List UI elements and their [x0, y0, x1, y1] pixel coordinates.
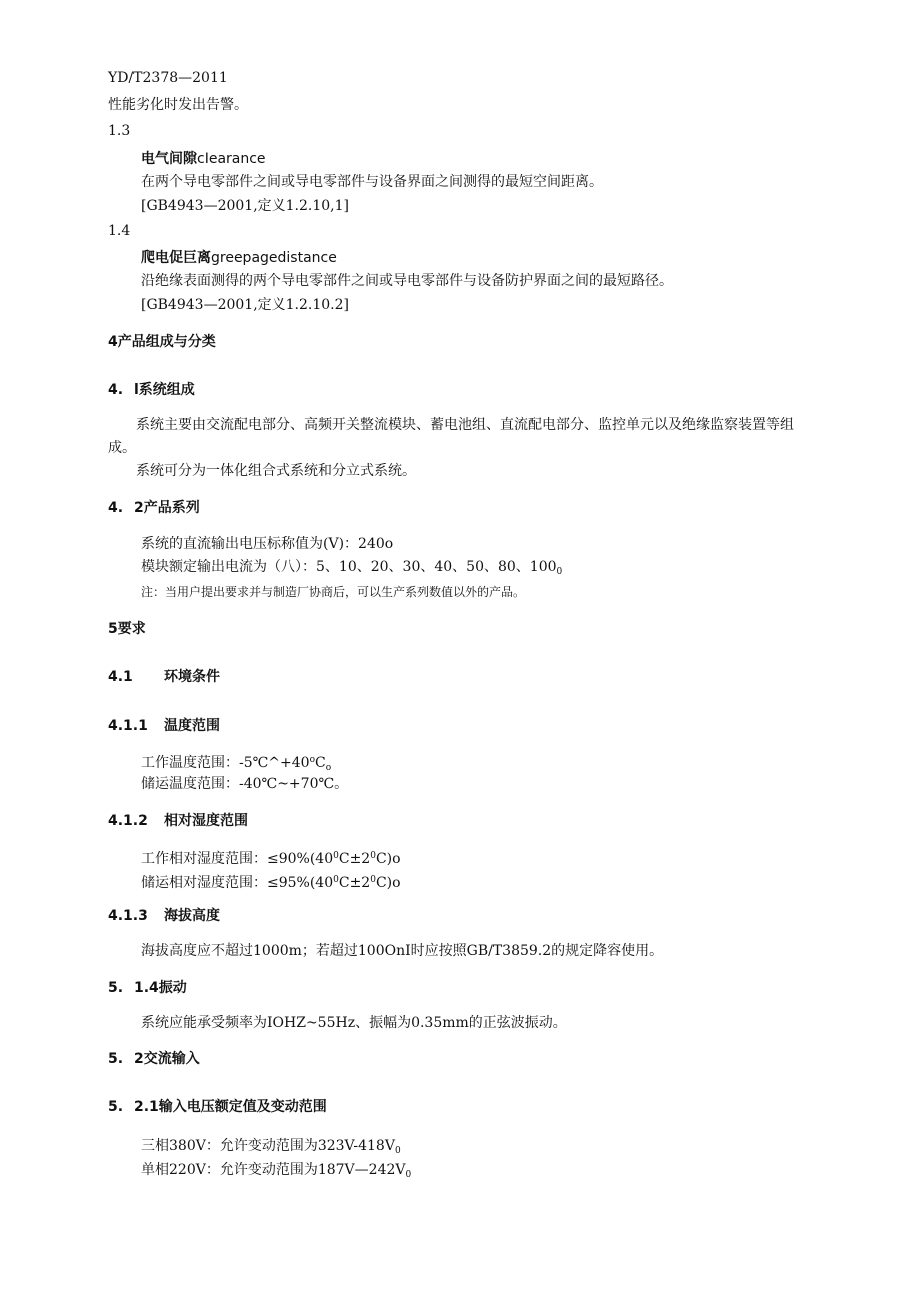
text: 工作相对湿度范围：≤90%(40 [141, 851, 334, 867]
section-heading-altitude [108, 907, 220, 925]
subscript: 0 [394, 1146, 401, 1156]
text: 三相380V：允许变动范围为323V-418V [141, 1138, 395, 1154]
paragraph-system-types: 系统可分为一体化组合式系统和分立式系统。 [136, 463, 416, 479]
subscript: 0 [405, 1170, 412, 1180]
term-clearance [141, 150, 266, 168]
text: C±2 [338, 875, 371, 891]
heading-number: 4.1 [108, 669, 133, 685]
current-values: 模块额定输出电流为（八）：5、10、20、30、40、50、80、100 [141, 559, 557, 575]
paragraph-composition-line1: 系统主要由交流配电部分、高频开关整流模块、蓄电池组、直流配电部分、监控单元以及绝缘监察装置等组 [136, 417, 794, 433]
section-heading-4-1 [108, 381, 195, 399]
section-heading-ac-input [108, 1050, 200, 1068]
subscript: 0 [556, 567, 563, 577]
subscript: o [325, 763, 332, 773]
heading-title: 2交流输入 [134, 1051, 200, 1067]
text: 储运相对湿度范围：≤95%(40 [141, 875, 334, 891]
text: C±2 [338, 851, 371, 867]
section-heading-vibration [108, 979, 187, 997]
paragraph-altitude: 海拔高度应不超过1000m；若超过100OnI时应按照GB/T3859.2的规定降容使用。 [141, 943, 664, 959]
term-cn: 电气间隙 [141, 151, 197, 167]
heading-title: 相对湿度范围 [164, 813, 248, 829]
paragraph-three-phase [141, 1137, 401, 1160]
term-creepage [141, 249, 337, 267]
text: 单相220V：允许变动范围为187V—242V [141, 1162, 406, 1178]
term-cn: 爬电促巨离 [141, 250, 211, 266]
heading-number: 5. [108, 1051, 124, 1067]
paragraph-storage-temperature: 储运温度范围：-40℃~+70℃。 [141, 776, 349, 792]
superscript: 0 [333, 851, 339, 861]
heading-title: 温度范围 [164, 718, 220, 734]
note-series: 注：当用户提出要求并与制造厂协商后，可以生产系列数值以外的产品。 [141, 585, 526, 599]
paragraph-single-phase [141, 1161, 411, 1184]
text: C)o [375, 875, 401, 891]
clause-number-1-4: 1.4 [108, 223, 131, 239]
section-heading-environment [108, 668, 220, 686]
heading-number: 4. [108, 500, 124, 516]
heading-title: 2.1输入电压额定值及变动范围 [134, 1099, 327, 1115]
heading-title: 2产品系列 [134, 500, 200, 516]
section-heading-4-2 [108, 499, 200, 517]
paragraph-operating-temperature [141, 751, 331, 777]
paragraph-dc-voltage: 系统的直流输出电压标称值为(V)：240o [141, 536, 394, 552]
superscript: 0 [370, 875, 376, 885]
heading-title: 海拔高度 [164, 908, 220, 924]
reference-creepage: [GB4943—2001,定义1.2.10.2] [141, 297, 349, 313]
definition-creepage: 沿绝缘表面测得的两个导电零部件之间或导电零部件与设备防护界面之间的最短路径。 [141, 273, 673, 289]
superscript: 0 [370, 851, 376, 861]
text: C [315, 755, 326, 771]
term-en: cIearance [197, 151, 266, 167]
definition-clearance: 在两个导电零部件之间或导电零部件与设备界面之间测得的最短空间距离。 [141, 174, 603, 190]
heading-title: l系统组成 [134, 382, 195, 398]
paragraph-module-current [141, 558, 562, 581]
document-code: YD/T2378—2011 [108, 70, 228, 86]
clause-number-1-3: 1.3 [108, 123, 131, 139]
heading-number: 4.1.3 [108, 908, 148, 924]
heading-number: 4.1.1 [108, 718, 148, 734]
text: 工作温度范围：-5℃^+40 [141, 755, 310, 771]
superscript: o [309, 755, 315, 765]
paragraph-storage-humidity [141, 871, 401, 892]
section-heading-humidity [108, 812, 248, 830]
heading-number: 4.1.2 [108, 813, 148, 829]
heading-title: 1.4振动 [134, 980, 187, 996]
section-heading-4: 4产品组成与分类 [108, 334, 216, 350]
paragraph-operating-humidity [141, 847, 401, 868]
section-heading-input-voltage [108, 1098, 327, 1116]
heading-number: 4. [108, 382, 124, 398]
section-heading-5: 5要求 [108, 621, 146, 637]
reference-clearance: [GB4943—2001,定义1.2.10,1] [141, 198, 349, 214]
text: C)o [375, 851, 401, 867]
superscript: 0 [333, 875, 339, 885]
heading-title: 环境条件 [164, 669, 220, 685]
term-en: greepagedistance [211, 250, 337, 266]
heading-number: 5. [108, 1099, 124, 1115]
section-heading-temperature [108, 717, 220, 735]
paragraph-vibration: 系统应能承受频率为IOHZ~55Hz、振幅为0.35mm的正弦波振动。 [141, 1015, 567, 1031]
continued-text: 性能劣化时发出告警。 [108, 97, 248, 113]
heading-number: 5. [108, 980, 124, 996]
paragraph-composition-line2: 成。 [108, 440, 136, 456]
